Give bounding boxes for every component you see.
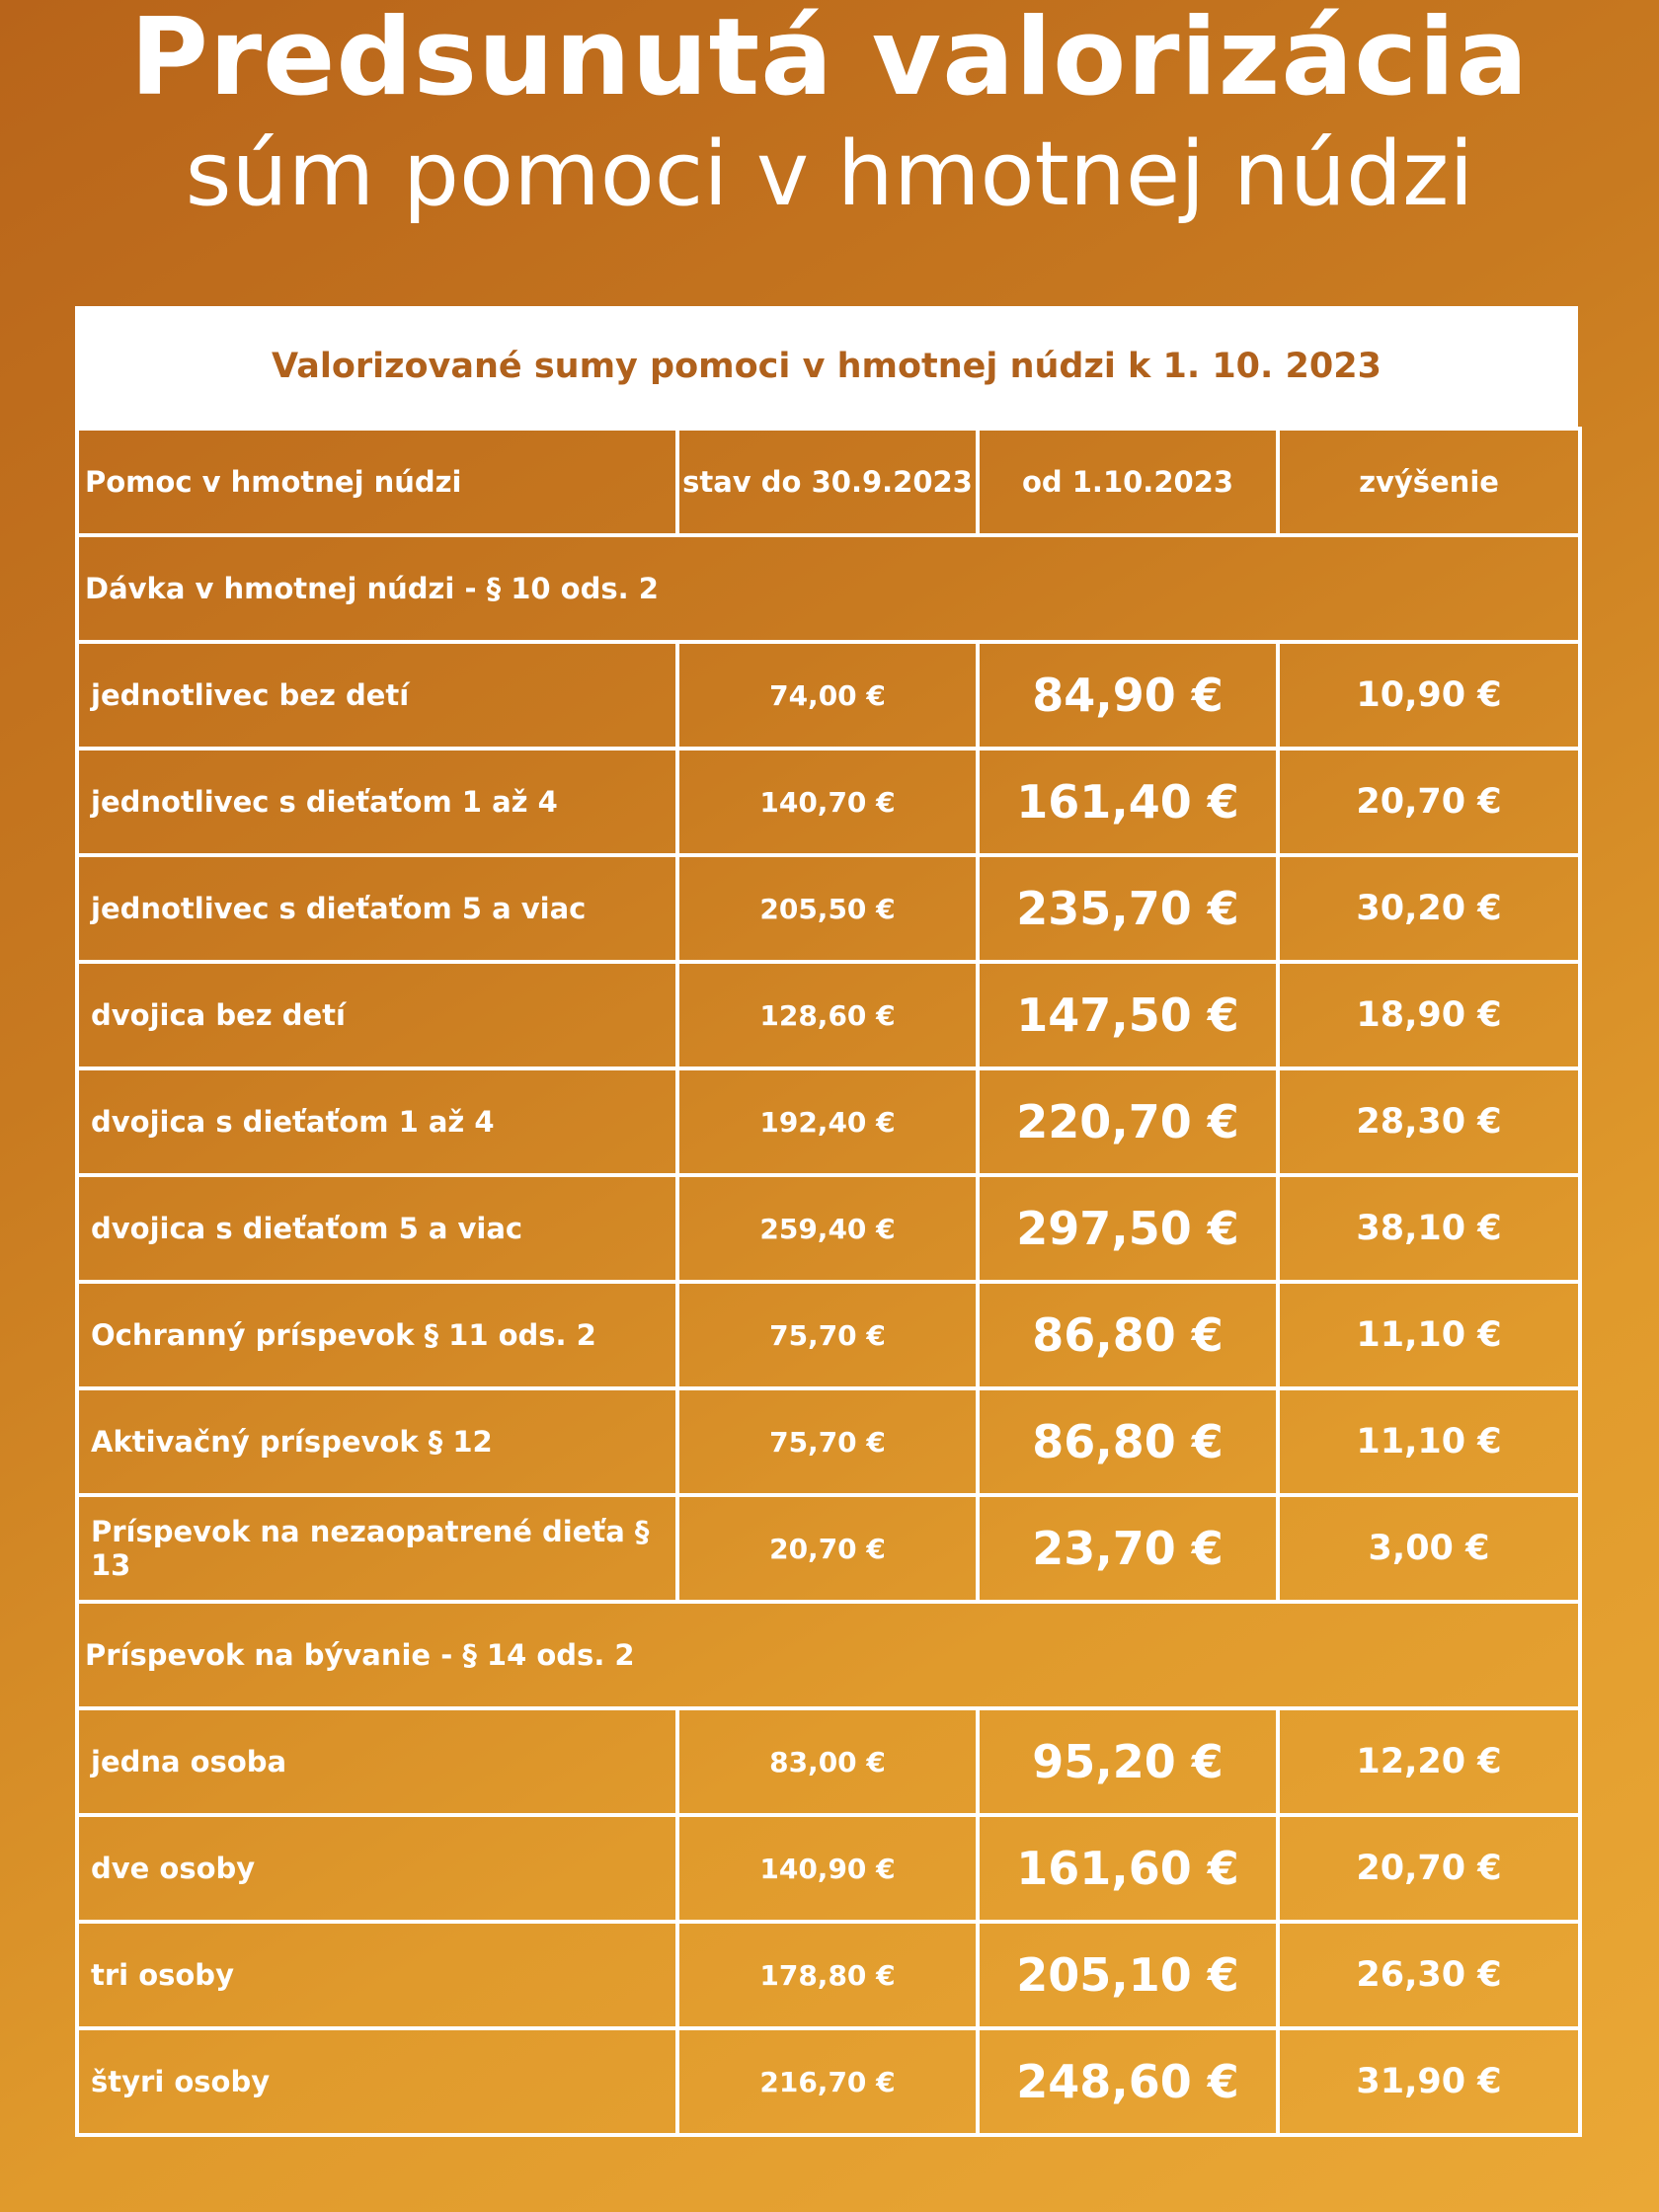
row-label: jednotlivec s dieťaťom 5 a viac <box>77 855 677 962</box>
section-row <box>77 535 1580 642</box>
table-row <box>77 1388 1580 1495</box>
amount-increase: 12,20 € <box>1278 1708 1580 1815</box>
section-row <box>77 1602 1580 1708</box>
amount-new: 84,90 € <box>978 642 1278 749</box>
amount-increase: 10,90 € <box>1278 642 1580 749</box>
amount-old: 128,60 € <box>677 962 978 1068</box>
row-label: jednotlivec bez detí <box>77 642 677 749</box>
table-row <box>77 1175 1580 1282</box>
table-row <box>77 1708 1580 1815</box>
amount-increase: 11,10 € <box>1278 1282 1580 1388</box>
amount-old: 75,70 € <box>677 1282 978 1388</box>
table-row <box>77 2028 1580 2135</box>
amount-new: 297,50 € <box>978 1175 1278 1282</box>
amount-new: 248,60 € <box>978 2028 1278 2135</box>
amount-old: 74,00 € <box>677 642 978 749</box>
amount-increase: 18,90 € <box>1278 962 1580 1068</box>
row-label: Príspevok na nezaopatrené dieťa § 13 <box>77 1495 677 1602</box>
amount-new: 205,10 € <box>978 1922 1278 2028</box>
header-cell-old: stav do 30.9.2023 <box>677 429 978 535</box>
table-row <box>77 1282 1580 1388</box>
amount-old: 205,50 € <box>677 855 978 962</box>
table-header-row <box>77 429 1580 535</box>
amount-old: 192,40 € <box>677 1068 978 1175</box>
amount-old: 75,70 € <box>677 1388 978 1495</box>
row-label: dvojica s dieťaťom 1 až 4 <box>77 1068 677 1175</box>
amount-new: 235,70 € <box>978 855 1278 962</box>
amount-new: 161,40 € <box>978 749 1278 855</box>
table-row <box>77 642 1580 749</box>
amount-new: 23,70 € <box>978 1495 1278 1602</box>
amount-increase: 20,70 € <box>1278 749 1580 855</box>
row-label: dvojica s dieťaťom 5 a viac <box>77 1175 677 1282</box>
amount-new: 95,20 € <box>978 1708 1278 1815</box>
table-caption: Valorizované sumy pomoci v hmotnej núdzi k 1. 10. 2023 <box>75 306 1578 427</box>
row-label: jedna osoba <box>77 1708 677 1815</box>
amount-new: 147,50 € <box>978 962 1278 1068</box>
amount-old: 83,00 € <box>677 1708 978 1815</box>
header-cell-new: od 1.10.2023 <box>978 429 1278 535</box>
amount-increase: 30,20 € <box>1278 855 1580 962</box>
amount-increase: 20,70 € <box>1278 1815 1580 1922</box>
row-label: Ochranný príspevok § 11 ods. 2 <box>77 1282 677 1388</box>
row-label: dvojica bez detí <box>77 962 677 1068</box>
table-row <box>77 1495 1580 1602</box>
amount-old: 216,70 € <box>677 2028 978 2135</box>
header-cell-increase: zvýšenie <box>1278 429 1580 535</box>
amount-new: 86,80 € <box>978 1388 1278 1495</box>
amount-increase: 31,90 € <box>1278 2028 1580 2135</box>
page-subtitle: súm pomoci v hmotnej núdzi <box>185 122 1474 226</box>
table-row <box>77 1815 1580 1922</box>
amount-increase: 28,30 € <box>1278 1068 1580 1175</box>
section-title: Dávka v hmotnej núdzi - § 10 ods. 2 <box>77 535 1580 642</box>
amount-increase: 38,10 € <box>1278 1175 1580 1282</box>
amount-old: 20,70 € <box>677 1495 978 1602</box>
row-label: Aktivačný príspevok § 12 <box>77 1388 677 1495</box>
amount-new: 86,80 € <box>978 1282 1278 1388</box>
table-row <box>77 1922 1580 2028</box>
table-row <box>77 1068 1580 1175</box>
amount-old: 178,80 € <box>677 1922 978 2028</box>
header-cell-aid: Pomoc v hmotnej núdzi <box>77 429 677 535</box>
valorization-table <box>75 306 1578 2137</box>
row-label: štyri osoby <box>77 2028 677 2135</box>
amount-old: 140,70 € <box>677 749 978 855</box>
section-title: Príspevok na bývanie - § 14 ods. 2 <box>77 1602 1580 1708</box>
row-label: dve osoby <box>77 1815 677 1922</box>
page-title: Predsunutá valorizácia <box>129 0 1530 119</box>
amounts-table <box>75 427 1582 2137</box>
amount-increase: 3,00 € <box>1278 1495 1580 1602</box>
amount-new: 161,60 € <box>978 1815 1278 1922</box>
amount-old: 259,40 € <box>677 1175 978 1282</box>
row-label: jednotlivec s dieťaťom 1 až 4 <box>77 749 677 855</box>
table-row <box>77 749 1580 855</box>
amount-new: 220,70 € <box>978 1068 1278 1175</box>
amount-old: 140,90 € <box>677 1815 978 1922</box>
row-label: tri osoby <box>77 1922 677 2028</box>
amount-increase: 11,10 € <box>1278 1388 1580 1495</box>
table-row <box>77 962 1580 1068</box>
table-row <box>77 855 1580 962</box>
amount-increase: 26,30 € <box>1278 1922 1580 2028</box>
